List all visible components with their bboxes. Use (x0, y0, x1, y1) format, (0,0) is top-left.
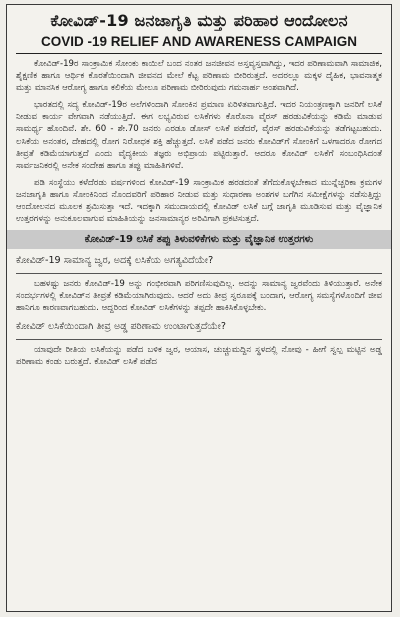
divider (16, 53, 382, 54)
paragraph-impact: ಕೋವಿಡ್-19ರ ಸಾಂಕ್ರಾಮಿಕ ಸೋಂಕು ಕಾಯಿಲೆ ಬಂದ ನಂತರ ಜನಜೀವನ ಅಸ್ತವ್ಯಸ್ತವಾಗಿದ್ದು, ಇದರ ಪರಿಣಾಮವಾಗಿ ಸಾಮಾಜಿಕ, ಶೈಕ್ಷಣಿಕ ಹಾಗೂ ಆರ್ಥಿಕ ಕೊರತೆಯಿಂದಾಗಿ ಜೀವನದ ಮೇಲೆ ಕೆಟ್ಟ ಪರಿಣಾಮ ಬೀರಿರುತ್ತದೆ. ಅದರಲ್ಲೂ ಮಕ್ಕಳ ದೈಹಿಕ, ಭಾವನಾತ್ಮಕ ಮತ್ತು ಮಾನಸಿಕ ಆರೋಗ್ಯ ಹಾಗೂ ಕಲಿಕೆಯ ಮೇಲೂ ಪರಿಣಾಮ ಬೀರಿರುವುದು ಗಮನಾರ್ಹ ಅಂಶವಾಗಿದೆ. (16, 59, 382, 94)
paragraph-organisation: ಪಡಿ ಸಂಸ್ಥೆಯು ಕಳೆದೆರಡು ವರ್ಷಗಳಿಂದ ಕೋವಿಡ್-19 ಸಾಂಕ್ರಾಮಿಕ ಹರಡದಂತೆ ತೆಗೆದುಕೊಳ್ಳಬೇಕಾದ ಮುನ್ನೆಚ್ಚರಿಕಾ ಕ್ರಮಗಳ ಜನಜಾಗೃತಿ ಹಾಗೂ ಸೋಂಕಿನಿಂದ ನೊಂದವರಿಗೆ ಪರಿಹಾರ ನೀಡುವ ಮತ್ತು ಸುಧಾರಣಾ ಅಂಶಗಳ ಬಗೆಗಿನ ಸಮೀಕ್ಷೆಗಳನ್ನು ನಡೆಸುತ್ತಿದ್ದು ಆಂದೋಲನದ ಮೂಲಕ ಶ್ರಮಿಸುತ್ತಾ ಇದೆ. ಇದಕ್ಕಾಗಿ ಸಮುದಾಯದಲ್ಲಿ ಕೋವಿಡ್ ಲಸಿಕೆ ಬಗ್ಗೆ ಜಾಗೃತಿ ಮೂಡಿಸುವ ಮತ್ತು ವೈಜ್ಞಾನಿಕ ಉತ್ತರಗಳನ್ನು ಅನುಕೂಲವಾಗುವ ಮಾಹಿತಿಯನ್ನು ಜನಸಾಮಾನ್ಯರ ಅರಿವಿಗಾಗಿ ಪ್ರಕಟಿಸುತ್ತದೆ. (16, 177, 382, 225)
faq-banner: ಕೋವಿಡ್-19 ಲಸಿಕೆ ತಪ್ಪು ತಿಳುವಳಿಕೆಗಳು ಮತ್ತು ವೈಜ್ಞಾನಿಕ ಉತ್ತರಗಳು (7, 230, 391, 249)
campaign-notice (6, 4, 392, 612)
faq-answer-2: ಯಾವುದೇ ರೀತಿಯ ಲಸಿಕೆಯನ್ನು ಪಡೆದ ಬಳಿಕ ಜ್ವರ, ಆಯಾಸ, ಚುಚ್ಚುಮದ್ದಿನ ಸ್ಥಳದಲ್ಲಿ ನೋವು - ಹೀಗೆ ಸ್ವಲ್ಪ ಮಟ್ಟಿನ ಅಡ್ಡ ಪರಿಣಾಮ ಕಂಡು ಬರುತ್ತದೆ. ಕೋವಿಡ್ ಲಸಿಕೆ ಪಡೆದ (16, 344, 382, 367)
faq-divider (16, 273, 382, 274)
faq-divider (16, 339, 382, 340)
faq-question-1: ಕೋವಿಡ್-19 ಸಾಮಾನ್ಯ ಜ್ವರ, ಅದಕ್ಕೆ ಲಸಿಕೆಯ ಅಗತ್ಯವಿದೆಯೇ? (16, 255, 214, 267)
title-english: COVID -19 RELIEF AND AWARENESS CAMPAIGN (40, 33, 358, 50)
title-kannada: ಕೋವಿಡ್-19 ಜನಜಾಗೃತಿ ಮತ್ತು ಪರಿಹಾರ ಆಂದೋಲನ (50, 11, 348, 30)
paragraph-vaccination: ಭಾರತದಲ್ಲಿ ಸದ್ಯ ಕೋವಿಡ್-19ರ ಅಲೆಗಳಿಂದಾಗಿ ಸೋಂಕಿನ ಪ್ರಮಾಣ ಏರಿಳಿತವಾಗುತ್ತಿದೆ. ಇದರ ನಿಯಂತ್ರಣಕ್ಕಾಗಿ ಜನರಿಗೆ ಲಸಿಕೆ ನೀಡುವ ಕಾರ್ಯ ವೇಗವಾಗಿ ನಡೆಯುತ್ತಿದೆ. ಈಗ ಲಭ್ಯವಿರುವ ಲಸಿಕೆಗಳು ಕೊರೊನಾ ವೈರಸ್ ಹರಡುವಿಕೆಯನ್ನು ಕಡಿಮೆ ಮಾಡುವ ಸಾಮರ್ಥ್ಯ ಹೊಂದಿವೆ. ಶೇ. 60 - ಶೇ.70 ಜನರು ಎರಡೂ ಡೋಸ್ ಲಸಿಕೆ ಪಡೆದರೆ, ವೈರಸ್ ಹರಡುವಿಕೆಯನ್ನು ತಡೆಗಟ್ಟಬಹುದು. ಲಸಿಕೆಯ ಅನಂತರ, ದೇಹದಲ್ಲಿ ರೋಗ ನಿರೋಧಕ ಶಕ್ತಿ ಹೆಚ್ಚುತ್ತದೆ. ಲಸಿಕೆ ಪಡೆದ ಜನರು ಕೋವಿಡ್‌ಗೆ ಸೋಂಕಿಗೆ ಒಳಗಾದರೂ ರೋಗದ ತೀವ್ರತೆ ಕಡಿಮೆಯಾಗುತ್ತದೆ ಎಂದು ವೈದ್ಯಕೀಯ ತಜ್ಞರು ಅಭಿಪ್ರಾಯ ಪಟ್ಟಿರುತ್ತಾರೆ. ಆದರೂ ಕೋವಿಡ್ ಲಸಿಕೆಗೆ ಸಂಬಂಧಿಸಿದಂತೆ ಸಾರ್ವಜನಿಕರಲ್ಲಿ ಅನೇಕ ಸಂದೇಹ ಹಾಗೂ ತಪ್ಪು ಮಾಹಿತಿಗಳಿವೆ. (16, 100, 382, 171)
faq-question-2: ಕೋವಿಡ್ ಲಸಿಕೆಯಿಂದಾಗಿ ತೀವ್ರ ಅಡ್ಡ ಪರಿಣಾಮ ಉಂಟಾಗುತ್ತದೆಯೇ? (16, 320, 226, 332)
faq-answer-1: ಬಹಳಷ್ಟು ಜನರು ಕೋವಿಡ್-19 ಅನ್ನು ಗಂಭೀರವಾಗಿ ಪರಿಗಣಿಸುವುದಿಲ್ಲ. ಅದನ್ನು ಸಾಮಾನ್ಯ ಜ್ವರವೆಂದು ತಿಳಿಯುತ್ತಾರೆ. ಅನೇಕ ಸಂದರ್ಭಗಳಲ್ಲಿ ಕೋವಿಡ್‌ನ ತೀವ್ರತೆ ಕಡಿಮೆಯಾಗಿರುವುದು. ಆದರೆ ಅದು ತೀವ್ರ ಸ್ವರೂಪಕ್ಕೆ ಬಂದಾಗ, ಆರೋಗ್ಯ ಸಮಸ್ಯೆಗಳೊಂದಿಗೆ ಜೀವ ಹಾನಿಗೂ ಕಾರಣವಾಗಬಹುದು. ಆದ್ದರಿಂದ ಕೋವಿಡ್ ಲಸಿಕೆಗಳನ್ನು ತಪ್ಪದೇ ಹಾಕಿಸಿಕೊಳ್ಳಬೇಕು. (16, 279, 382, 314)
